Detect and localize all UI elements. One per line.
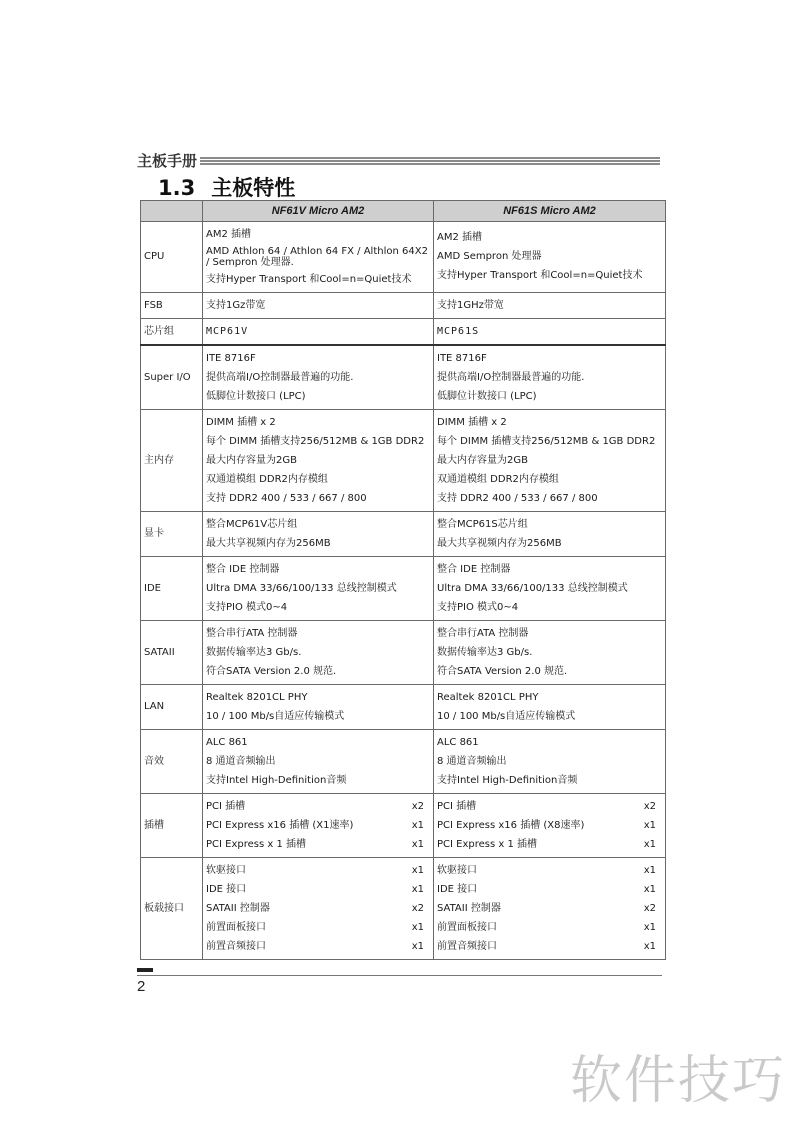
table-row bbox=[141, 621, 666, 685]
spec-text: 10 / 100 Mb/s自适应传输模式 bbox=[437, 710, 576, 722]
spec-quantity: x1 bbox=[643, 940, 656, 952]
table-row bbox=[141, 512, 666, 557]
spec-text: PCI Express x 1 插槽 bbox=[206, 838, 307, 850]
spec-text: 双通道模组 DDR2内存模组 bbox=[437, 473, 559, 485]
spec-text: 8 通道音频输出 bbox=[206, 755, 276, 767]
nf61v-cell bbox=[203, 319, 434, 346]
spec-line bbox=[206, 515, 430, 534]
spec-line bbox=[437, 797, 662, 816]
spec-quantity: x2 bbox=[643, 800, 656, 812]
nf61v-cell bbox=[203, 794, 434, 858]
table-row bbox=[141, 730, 666, 794]
nf61s-cell bbox=[434, 410, 666, 512]
spec-text: SATAII 控制器 bbox=[437, 902, 501, 914]
spec-text: 支持Intel High-Definition音频 bbox=[437, 774, 578, 786]
manual-header-label: 主板手册 bbox=[137, 152, 198, 170]
row-label: CPU bbox=[141, 222, 203, 293]
spec-text: 支持PIO 模式0~4 bbox=[206, 601, 288, 613]
spec-text: 支持PIO 模式0~4 bbox=[437, 601, 519, 613]
spec-text: 提供高端I/O控制器最普遍的功能. bbox=[437, 371, 585, 383]
spec-line bbox=[206, 413, 430, 432]
spec-line bbox=[206, 861, 430, 880]
spec-line bbox=[206, 387, 430, 406]
header-rule bbox=[200, 157, 660, 166]
spec-line bbox=[437, 248, 662, 267]
nf61v-cell bbox=[203, 222, 434, 293]
table-row bbox=[141, 410, 666, 512]
footer-rule bbox=[137, 975, 662, 976]
nf61s-cell bbox=[434, 557, 666, 621]
row-label: LAN bbox=[141, 685, 203, 730]
spec-line bbox=[437, 515, 662, 534]
spec-text: SATAII 控制器 bbox=[206, 902, 270, 914]
table-row bbox=[141, 222, 666, 293]
spec-text: 整合MCP61S芯片组 bbox=[437, 518, 528, 530]
spec-text: 整合MCP61V芯片组 bbox=[206, 518, 298, 530]
spec-line bbox=[437, 899, 662, 918]
watermark-text: 软件技巧 bbox=[570, 1051, 787, 1111]
spec-line bbox=[437, 688, 662, 707]
spec-line bbox=[206, 451, 430, 470]
spec-text: Ultra DMA 33/66/100/133 总线控制模式 bbox=[437, 582, 628, 594]
row-label: 显卡 bbox=[141, 512, 203, 557]
spec-text: Ultra DMA 33/66/100/133 总线控制模式 bbox=[206, 582, 397, 594]
spec-line bbox=[206, 733, 430, 752]
spec-line bbox=[437, 771, 662, 790]
spec-line bbox=[206, 662, 430, 681]
spec-text: 软驱接口 bbox=[206, 864, 246, 876]
spec-text: AM2 插槽 bbox=[437, 232, 483, 243]
spec-line bbox=[206, 432, 430, 451]
spec-text: PCI Express x 1 插槽 bbox=[437, 838, 538, 850]
spec-text: ALC 861 bbox=[206, 736, 248, 748]
spec-line bbox=[206, 797, 430, 816]
column-header-nf61v: NF61V Micro AM2 bbox=[203, 201, 434, 222]
spec-line bbox=[437, 835, 662, 854]
spec-text: 符合SATA Version 2.0 规范. bbox=[437, 665, 568, 677]
spec-text: 支持Intel High-Definition音频 bbox=[206, 774, 347, 786]
spec-text: AMD Athlon 64 / Athlon 64 FX / Althlon 64X2 / Sempron 处理器. bbox=[206, 246, 428, 268]
spec-line bbox=[437, 861, 662, 880]
spec-line bbox=[437, 322, 662, 341]
spec-line bbox=[437, 296, 662, 315]
table-row bbox=[141, 557, 666, 621]
spec-line bbox=[206, 322, 430, 341]
nf61s-cell bbox=[434, 794, 666, 858]
spec-line bbox=[437, 579, 662, 598]
column-header-feature bbox=[141, 201, 203, 222]
spec-line bbox=[437, 267, 662, 286]
spec-text: PCI Express x16 插槽 (X8速率) bbox=[437, 819, 585, 831]
spec-text: 支持 DDR2 400 / 533 / 667 / 800 bbox=[437, 492, 598, 504]
table-row bbox=[141, 319, 666, 346]
spec-quantity: x1 bbox=[643, 838, 656, 850]
spec-text: MCP61V bbox=[206, 325, 249, 337]
spec-line bbox=[206, 598, 430, 617]
nf61s-cell bbox=[434, 858, 666, 960]
nf61s-cell bbox=[434, 730, 666, 794]
spec-text: 前置音频接口 bbox=[437, 940, 497, 952]
spec-text: 前置音频接口 bbox=[206, 940, 266, 952]
nf61s-cell bbox=[434, 293, 666, 319]
spec-line bbox=[206, 643, 430, 662]
spec-line bbox=[206, 270, 430, 289]
spec-text: 最大共享视频内存为256MB bbox=[206, 537, 331, 549]
table-row bbox=[141, 685, 666, 730]
page-number: 2 bbox=[137, 978, 146, 995]
spec-text: 整合 IDE 控制器 bbox=[437, 563, 511, 575]
spec-text: 数据传输率达3 Gb/s. bbox=[437, 646, 533, 658]
spec-text: 双通道模组 DDR2内存模组 bbox=[206, 473, 328, 485]
nf61s-cell bbox=[434, 319, 666, 346]
nf61v-cell bbox=[203, 685, 434, 730]
spec-text: 整合 IDE 控制器 bbox=[206, 563, 280, 575]
nf61v-cell bbox=[203, 293, 434, 319]
spec-text: 整合串行ATA 控制器 bbox=[206, 627, 298, 639]
spec-text: 整合串行ATA 控制器 bbox=[437, 627, 529, 639]
spec-text: 最大内存容量为2GB bbox=[206, 454, 297, 466]
spec-line bbox=[437, 707, 662, 726]
spec-text: 支持1Gz带宽 bbox=[206, 299, 266, 311]
row-label: IDE bbox=[141, 557, 203, 621]
row-label: 板载接口 bbox=[141, 858, 203, 960]
spec-text: 数据传输率达3 Gb/s. bbox=[206, 646, 302, 658]
spec-line bbox=[206, 534, 430, 553]
section-number: 1.3 bbox=[158, 176, 196, 200]
spec-quantity: x1 bbox=[643, 883, 656, 895]
spec-quantity: x1 bbox=[411, 864, 424, 876]
spec-text: 低脚位计数接口 (LPC) bbox=[437, 390, 537, 402]
spec-line bbox=[206, 918, 430, 937]
spec-text: 前置面板接口 bbox=[437, 921, 497, 933]
spec-text: PCI Express x16 插槽 (X1速率) bbox=[206, 819, 354, 831]
nf61v-cell bbox=[203, 345, 434, 410]
spec-line bbox=[437, 470, 662, 489]
section-title: 主板特性 bbox=[211, 176, 296, 200]
spec-text: AMD Sempron 处理器 bbox=[437, 251, 542, 262]
table-row bbox=[141, 794, 666, 858]
spec-text: IDE 接口 bbox=[206, 883, 247, 895]
spec-text: 最大内存容量为2GB bbox=[437, 454, 528, 466]
spec-quantity: x1 bbox=[643, 921, 656, 933]
spec-text: 8 通道音频输出 bbox=[437, 755, 507, 767]
spec-quantity: x1 bbox=[411, 921, 424, 933]
spec-table-header bbox=[141, 201, 666, 222]
spec-text: MCP61S bbox=[437, 325, 480, 337]
spec-line bbox=[206, 835, 430, 854]
spec-text: PCI 插槽 bbox=[206, 800, 246, 812]
spec-line bbox=[437, 880, 662, 899]
row-label: 芯片组 bbox=[141, 319, 203, 346]
spec-line bbox=[437, 918, 662, 937]
nf61v-cell bbox=[203, 730, 434, 794]
spec-line bbox=[437, 937, 662, 956]
spec-text: 支持Hyper Transport 和Cool=n=Quiet技术 bbox=[437, 270, 643, 281]
row-label: FSB bbox=[141, 293, 203, 319]
spec-line bbox=[206, 296, 430, 315]
spec-text: 软驱接口 bbox=[437, 864, 477, 876]
nf61s-cell bbox=[434, 512, 666, 557]
spec-line bbox=[206, 349, 430, 368]
spec-line bbox=[206, 579, 430, 598]
spec-text: ALC 861 bbox=[437, 736, 479, 748]
spec-line bbox=[206, 470, 430, 489]
spec-text: 提供高端I/O控制器最普遍的功能. bbox=[206, 371, 354, 383]
spec-quantity: x2 bbox=[643, 902, 656, 914]
spec-quantity: x1 bbox=[411, 819, 424, 831]
spec-text: DIMM 插槽 x 2 bbox=[437, 416, 507, 428]
nf61s-cell bbox=[434, 621, 666, 685]
spec-text: DIMM 插槽 x 2 bbox=[206, 416, 276, 428]
spec-text: PCI 插槽 bbox=[437, 800, 477, 812]
spec-table bbox=[140, 200, 666, 960]
spec-line bbox=[206, 880, 430, 899]
nf61s-cell bbox=[434, 222, 666, 293]
spec-line bbox=[437, 489, 662, 508]
nf61v-cell bbox=[203, 621, 434, 685]
spec-line bbox=[206, 771, 430, 790]
spec-line bbox=[206, 688, 430, 707]
spec-text: 10 / 100 Mb/s自适应传输模式 bbox=[206, 710, 345, 722]
spec-line bbox=[206, 244, 430, 270]
spec-quantity: x1 bbox=[643, 864, 656, 876]
spec-text: ITE 8716F bbox=[437, 352, 487, 364]
spec-line bbox=[206, 899, 430, 918]
spec-text: Realtek 8201CL PHY bbox=[206, 691, 308, 703]
table-row bbox=[141, 858, 666, 960]
spec-line bbox=[437, 598, 662, 617]
spec-line bbox=[437, 733, 662, 752]
spec-text: 最大共享视频内存为256MB bbox=[437, 537, 562, 549]
spec-quantity: x2 bbox=[411, 902, 424, 914]
spec-text: 每个 DIMM 插槽支持256/512MB & 1GB DDR2 bbox=[206, 435, 425, 447]
spec-line bbox=[437, 624, 662, 643]
spec-line bbox=[437, 451, 662, 470]
spec-line bbox=[437, 413, 662, 432]
row-label: 音效 bbox=[141, 730, 203, 794]
spec-text: ITE 8716F bbox=[206, 352, 256, 364]
spec-line bbox=[437, 643, 662, 662]
spec-text: 符合SATA Version 2.0 规范. bbox=[206, 665, 337, 677]
spec-text: IDE 接口 bbox=[437, 883, 478, 895]
spec-line bbox=[206, 560, 430, 579]
spec-line bbox=[437, 752, 662, 771]
row-label: SATAII bbox=[141, 621, 203, 685]
spec-line bbox=[437, 560, 662, 579]
spec-quantity: x1 bbox=[411, 838, 424, 850]
spec-line bbox=[437, 816, 662, 835]
spec-line bbox=[206, 937, 430, 956]
spec-line bbox=[206, 624, 430, 643]
row-label: 插槽 bbox=[141, 794, 203, 858]
spec-quantity: x1 bbox=[411, 883, 424, 895]
spec-text: AM2 插槽 bbox=[206, 228, 252, 240]
section-heading bbox=[158, 172, 295, 202]
spec-quantity: x1 bbox=[411, 940, 424, 952]
spec-line bbox=[206, 489, 430, 508]
row-label: Super I/O bbox=[141, 345, 203, 410]
row-label: 主内存 bbox=[141, 410, 203, 512]
spec-line bbox=[206, 816, 430, 835]
spec-text: Realtek 8201CL PHY bbox=[437, 691, 539, 703]
nf61v-cell bbox=[203, 512, 434, 557]
spec-line bbox=[206, 707, 430, 726]
table-row bbox=[141, 293, 666, 319]
column-header-nf61s: NF61S Micro AM2 bbox=[434, 201, 666, 222]
spec-line bbox=[206, 752, 430, 771]
nf61v-cell bbox=[203, 858, 434, 960]
spec-line bbox=[437, 534, 662, 553]
table-row bbox=[141, 345, 666, 410]
nf61v-cell bbox=[203, 410, 434, 512]
spec-text: 每个 DIMM 插槽支持256/512MB & 1GB DDR2 bbox=[437, 435, 656, 447]
spec-line bbox=[206, 225, 430, 244]
nf61v-cell bbox=[203, 557, 434, 621]
spec-line bbox=[437, 432, 662, 451]
spec-text: 低脚位计数接口 (LPC) bbox=[206, 390, 306, 402]
spec-line bbox=[437, 349, 662, 368]
spec-text: 支持 DDR2 400 / 533 / 667 / 800 bbox=[206, 492, 367, 504]
nf61s-cell bbox=[434, 345, 666, 410]
nf61s-cell bbox=[434, 685, 666, 730]
spec-text: 支持1GHz带宽 bbox=[437, 299, 504, 311]
spec-quantity: x1 bbox=[643, 819, 656, 831]
spec-quantity: x2 bbox=[411, 800, 424, 812]
footer-mark bbox=[137, 968, 153, 972]
spec-text: 前置面板接口 bbox=[206, 921, 266, 933]
spec-line bbox=[437, 387, 662, 406]
spec-line bbox=[437, 229, 662, 248]
spec-line bbox=[437, 662, 662, 681]
spec-text: 支持Hyper Transport 和Cool=n=Quiet技术 bbox=[206, 273, 412, 285]
spec-line bbox=[206, 368, 430, 387]
spec-line bbox=[437, 368, 662, 387]
